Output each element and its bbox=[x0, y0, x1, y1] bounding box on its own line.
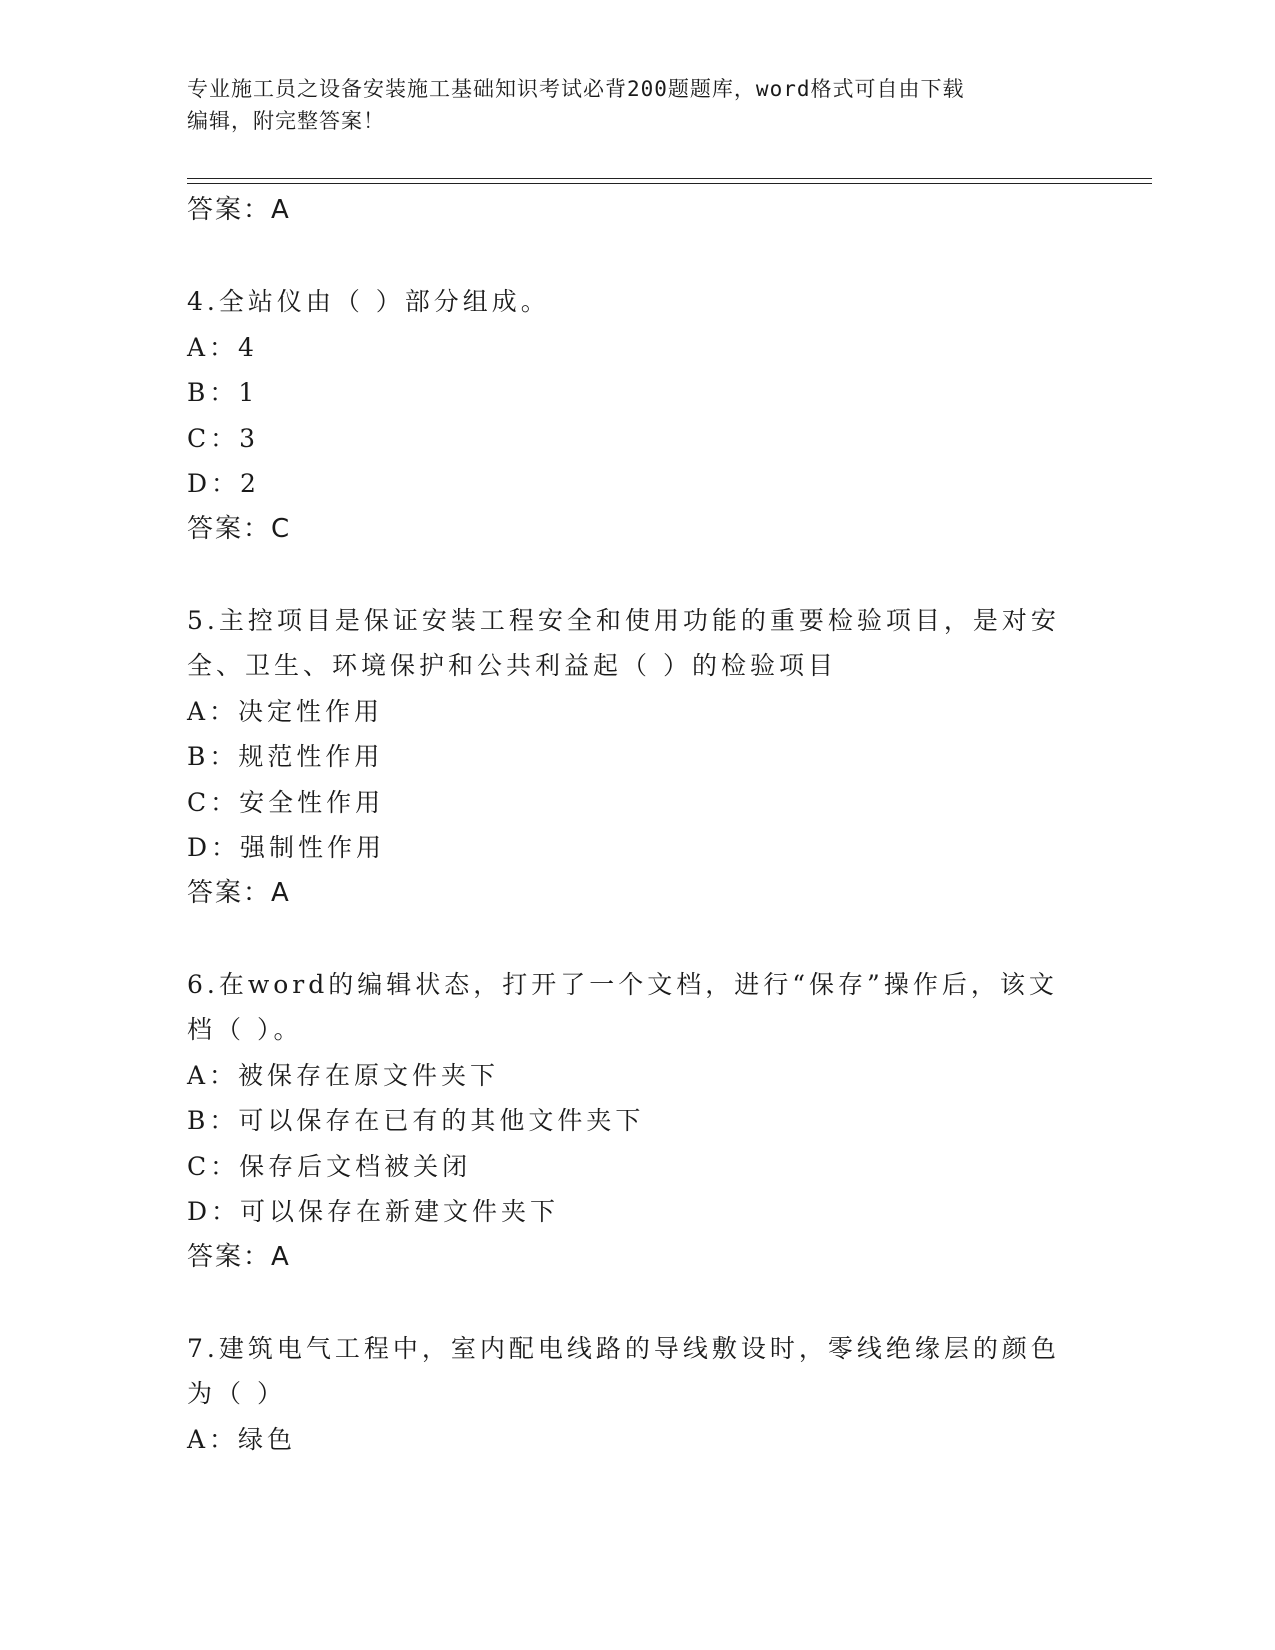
question-text bbox=[187, 962, 1087, 1053]
option-line: D：强制性作用 bbox=[187, 833, 386, 862]
question-line: 5.主控项目是保证安装工程安全和使用功能的重要检验项目，是对安 bbox=[187, 605, 1060, 635]
header-divider-top bbox=[187, 178, 1152, 179]
answer-line: 答案：A bbox=[187, 877, 291, 908]
question-line: 全、卫生、环境保护和公共利益起（ ）的检验项目 bbox=[187, 651, 837, 680]
question-list bbox=[187, 188, 1087, 1462]
option-line: B：可以保存在已有的其他文件夹下 bbox=[187, 1106, 645, 1135]
option-line: C：3 bbox=[187, 423, 260, 453]
header-line-1: 专业施工员之设备安装施工基础知识考试必背200题题库，word格式可自由下载 bbox=[187, 77, 965, 101]
option-line: D：2 bbox=[187, 469, 260, 498]
option-line: D：可以保存在新建文件夹下 bbox=[187, 1197, 560, 1226]
option-line: C：安全性作用 bbox=[187, 787, 385, 817]
option-line: A：绿色 bbox=[187, 1424, 297, 1454]
answer-line: 答案：C bbox=[187, 513, 292, 544]
option-line: C：保存后文档被关闭 bbox=[187, 1151, 472, 1181]
answer-line: 答案：A bbox=[187, 1241, 291, 1272]
question-line: 4.全站仪由（ ）部分组成。 bbox=[187, 287, 550, 316]
question-line: 7.建筑电气工程中，室内配电线路的导线敷设时，零线绝缘层的颜色 bbox=[187, 1333, 1060, 1363]
option-line: B：1 bbox=[187, 378, 259, 407]
question-text bbox=[187, 598, 1087, 689]
question-line: 6.在word的编辑状态，打开了一个文档，进行“保存”操作后，该文 bbox=[187, 969, 1058, 999]
question-line: 档（ ）。 bbox=[187, 1015, 303, 1044]
option-line: A：4 bbox=[187, 332, 258, 362]
option-line: A：决定性作用 bbox=[187, 696, 384, 726]
question-text bbox=[187, 1326, 1087, 1417]
question-text bbox=[187, 279, 1087, 325]
option-line: B：规范性作用 bbox=[187, 742, 384, 771]
block-gap bbox=[187, 916, 1087, 962]
block-gap bbox=[187, 234, 1087, 280]
header-line-2: 编辑，附完整答案！ bbox=[187, 109, 385, 133]
option-line: A：被保存在原文件夹下 bbox=[187, 1060, 500, 1090]
block-gap bbox=[187, 1280, 1087, 1326]
question-line: 为（ ） bbox=[187, 1379, 286, 1408]
block-gap bbox=[187, 552, 1087, 598]
page-header bbox=[187, 73, 1067, 137]
header-divider-bottom bbox=[187, 183, 1152, 184]
answer-line: 答案：A bbox=[187, 195, 291, 225]
